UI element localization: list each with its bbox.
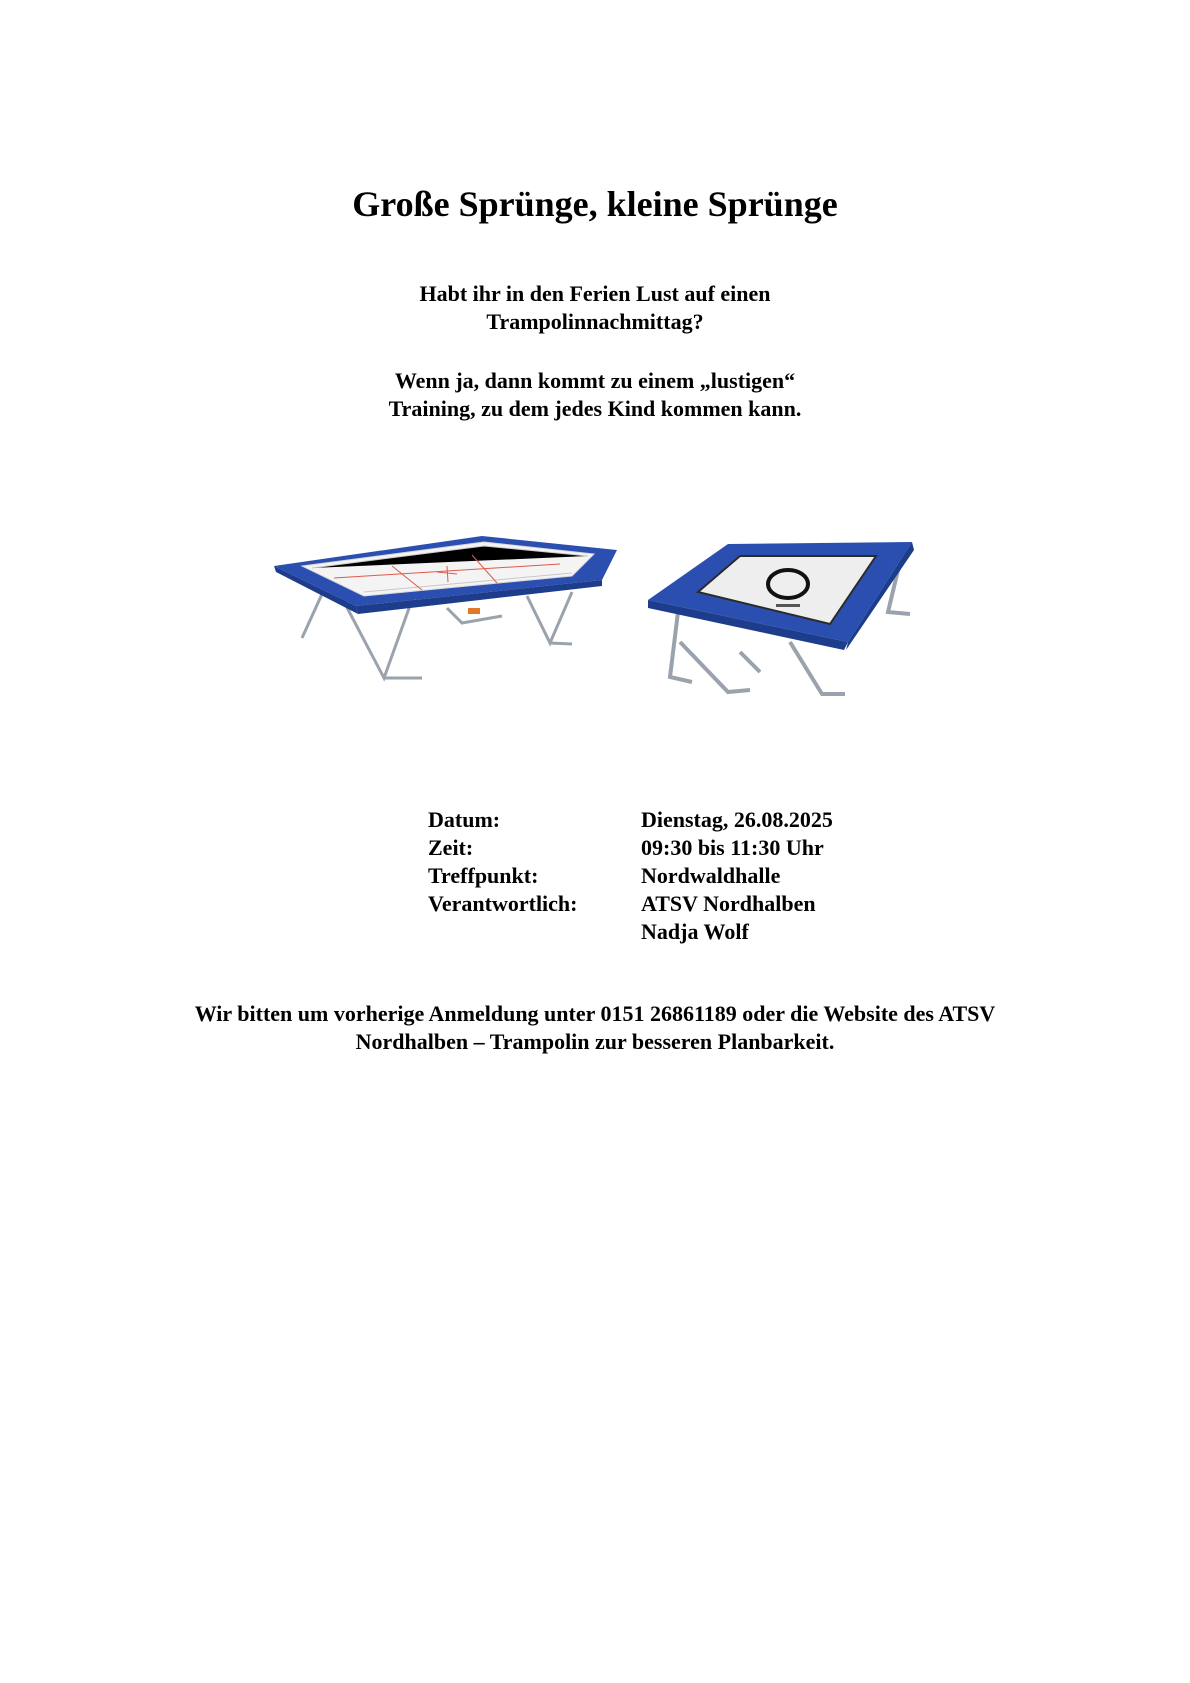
intro-line-2: Trampolinnachmittag? — [486, 309, 704, 334]
trampoline-images — [0, 520, 1190, 730]
responsible-label: Verantwortlich: — [428, 891, 578, 916]
page-title: Große Sprünge, kleine Sprünge — [352, 184, 838, 224]
time-value: 09:30 bis 11:30 Uhr — [641, 835, 824, 860]
responsible-value-person: Nadja Wolf — [641, 919, 749, 944]
invite-line-1: Wenn ja, dann kommt zu einem „lustigen“ — [394, 368, 796, 393]
responsible-value-club: ATSV Nordhalben — [641, 891, 816, 916]
place-label: Treffpunkt: — [428, 863, 539, 888]
large-trampoline-image — [272, 528, 632, 698]
date-value: Dienstag, 26.08.2025 — [641, 807, 833, 832]
date-label: Datum: — [428, 807, 501, 832]
invite-text — [0, 367, 1190, 423]
mini-trampoline-image — [640, 522, 920, 732]
place-value: Nordwaldhalle — [641, 863, 781, 888]
invite-line-2: Training, zu dem jedes Kind kommen kann. — [388, 396, 802, 421]
registration-note-line-2: Nordhalben – Trampolin zur besseren Planbarkeit. — [355, 1029, 835, 1054]
intro-line-1: Habt ihr in den Ferien Lust auf einen — [419, 281, 771, 306]
time-label: Zeit: — [428, 835, 474, 860]
registration-note — [0, 1000, 1190, 1056]
registration-note-line-1: Wir bitten um vorherige Anmeldung unter 0151 26861189 oder die Website des ATSV — [194, 1001, 996, 1026]
intro-text — [0, 280, 1190, 336]
